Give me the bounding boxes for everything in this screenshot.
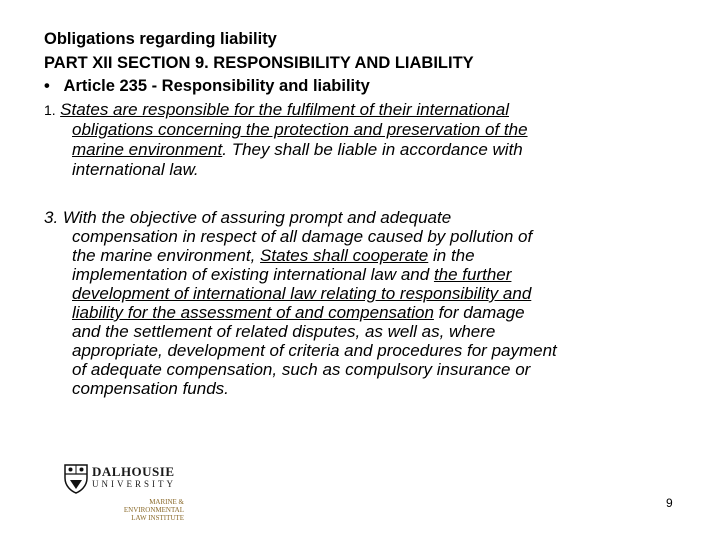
slide-title: Obligations regarding liability: [44, 30, 277, 48]
logo-university: UNIVERSITY: [92, 479, 176, 489]
para3-l6-underlined: liability for the assessment of and compensation: [72, 303, 434, 322]
para3-l4-a: implementation of existing international law and: [72, 265, 434, 284]
logo-name: DALHOUSIE: [92, 464, 175, 479]
para1-line3: [72, 140, 523, 160]
para3-line5: development of international law relating to responsibility and: [72, 284, 532, 303]
para1-rest: . They shall be liable in accordance with: [222, 140, 523, 159]
logo-institute-line1: MARINE &: [149, 498, 184, 506]
para1-underlined: marine environment: [72, 140, 223, 159]
para3-line3: [72, 246, 475, 266]
para3-line8: appropriate, development of criteria and procedures for payment: [72, 341, 557, 360]
logo-institute-line2: ENVIRONMENTAL: [123, 506, 184, 514]
page-number: 9: [666, 496, 673, 510]
para1-line4: international law.: [72, 160, 199, 179]
para3-line10: compensation funds.: [72, 379, 229, 398]
article-heading: Article 235 - Responsibility and liability: [63, 77, 370, 95]
para3-line4: [72, 265, 511, 285]
para3-line6: [72, 303, 525, 323]
para1-line2: obligations concerning the protection and preservation of the: [72, 120, 528, 139]
part-heading: PART XII SECTION 9. RESPONSIBILITY AND LIABILITY: [44, 54, 474, 72]
para3-line2: compensation in respect of all damage caused by pollution of: [72, 227, 533, 246]
bullet-icon: •: [44, 77, 50, 95]
para1-text-a: States are responsible for the fulfilment of their international: [60, 100, 509, 119]
para3-l3-underlined: States shall cooperate: [260, 246, 429, 265]
logo-institute-line3: LAW INSTITUTE: [131, 514, 184, 522]
para3-l3-a: the marine environment,: [72, 246, 261, 265]
para1-number: 1.: [44, 102, 56, 118]
para3-l3-b: in the: [428, 246, 475, 265]
para3-line1: 3. With the objective of assuring prompt and adequate: [44, 208, 452, 227]
para3-line9: of adequate compensation, such as compulsory insurance or: [72, 360, 531, 379]
para3-l4-underlined: the further: [433, 265, 512, 284]
para1-line1: [44, 100, 509, 120]
article-heading-line: [44, 77, 370, 96]
dalhousie-logo: [62, 462, 192, 524]
logo-institute: [124, 498, 184, 522]
para3-line7: and the settlement of related disputes, as well as, where: [72, 322, 496, 341]
shield-icon: [64, 464, 88, 494]
para3-l6-b: for damage: [433, 303, 525, 322]
